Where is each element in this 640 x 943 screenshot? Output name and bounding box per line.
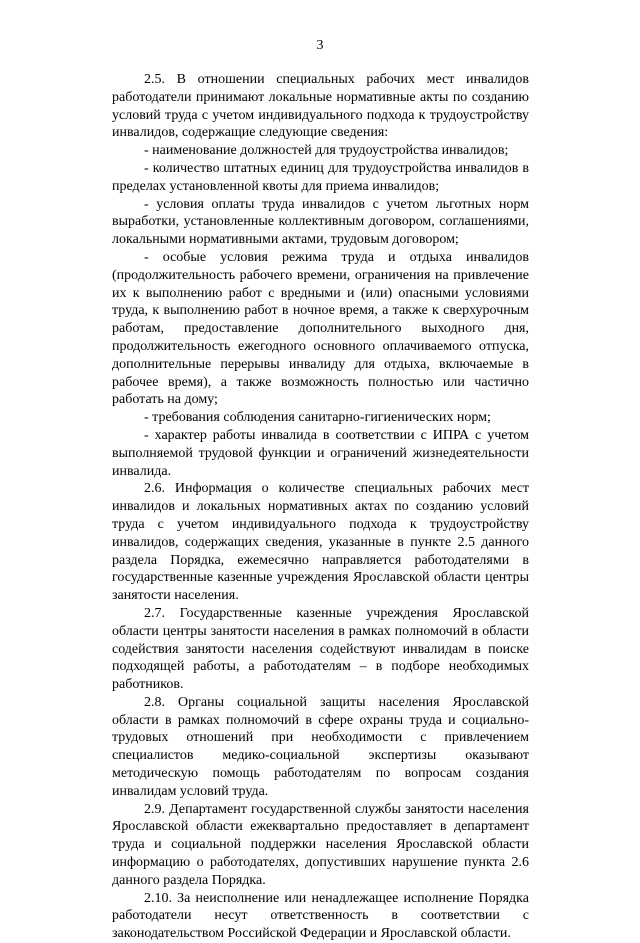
list-item-pay-conditions: - условия оплаты труда инвалидов с учетом льготных норм выработки, установленные коллективным договором, соглашениями, локальными нормативными актами, трудовым договором;	[112, 196, 529, 248]
paragraph-2-8: 2.8. Органы социальной защиты населения Ярославской области в рамках полномочий в сфере охраны труда и социально-трудовых отношений при необходимости с привлечением специалистов медико-социальной экспертизы оказывают методическую помощь работодателям по вопросам создания инвалидам условий труда.	[112, 694, 529, 799]
document-body	[112, 71, 529, 943]
paragraph-2-6: 2.6. Информация о количестве специальных рабочих мест инвалидов и локальных нормативных актах по созданию условий труда с учетом индивидуального подхода к трудоустройству инвалидов, содержащих сведения, указанные в пункте 2.5 данного раздела Порядка, ежемесячно направляется работодателями в государственные казенные учреждения Ярославской области центры занятости населения.	[112, 481, 529, 604]
paragraph-2-10: 2.10. За неисполнение или ненадлежащее исполнение Порядка работодатели несут ответственность в соответствии с законодательством Российской Федерации и Ярославской области.	[112, 890, 529, 942]
page-number: 3	[316, 38, 324, 53]
paragraph-2-5: 2.5. В отношении специальных рабочих мест инвалидов работодатели принимают локальные нормативные акты по созданию условий труда с учетом индивидуального подхода к трудоустройству инвалидов, содержащие следующие сведения:	[112, 72, 529, 141]
list-item-work-regime: - особые условия режима труда и отдыха инвалидов (продолжительность рабочего времени, ограничения на привлечение их к выполнению работ с вредными и (или) опасными условиями труда, к выполнению работ в ночное время, а также к сверхурочным работам, предоставление дополнительного выходного дня, продолжительность ежегодного основного оплачиваемого отпуска, дополнительные перерывы инвалиду для отдыха, включаемые в рабочее время), а также возможность полностью или частично работать на дому;	[112, 249, 529, 408]
paragraph-2-7: 2.7. Государственные казенные учреждения Ярославской области центры занятости населения в рамках полномочий в области содействия занятости населения содействуют инвалидам в поиске подходящей работы, а работодателям – в подборе необходимых работников.	[112, 605, 529, 693]
list-item-position-names: - наименование должностей для трудоустройства инвалидов;	[144, 143, 509, 159]
list-item-work-character: - характер работы инвалида в соответствии с ИПРА с учетом выполняемой трудовой функции и ограничений жизнедеятельности инвалида.	[112, 427, 529, 479]
list-item-sanitary-norms: - требования соблюдения санитарно-гигиенических норм;	[144, 410, 491, 426]
list-item-staff-units: - количество штатных единиц для трудоустройства инвалидов в пределах установленной квоты для приема инвалидов;	[112, 160, 529, 194]
paragraph-2-9: 2.9. Департамент государственной службы занятости населения Ярославской области ежеквартально предоставляет в департамент труда и социальной поддержки населения Ярославской области информацию о работодателях, допустивших нарушение пункта 2.6 данного раздела Порядка.	[112, 801, 529, 888]
